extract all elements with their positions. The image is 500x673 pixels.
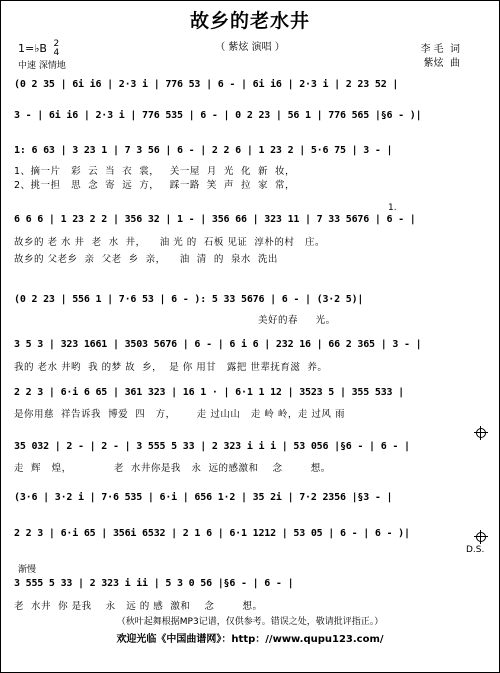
ds-mark: D.S. xyxy=(466,545,485,555)
lyric-line-final: 老 水井 你 是我 永 远 的 感 激和 念 想。 xyxy=(14,601,263,612)
transcription-note: （秋叶起舞根据MP3记谱，仅供参考。错误之处，敬请批评指正。） xyxy=(116,617,384,627)
lyric-verse-1a: 1、摘一片 彩 云 当 衣 裳， 关一屋 月 光 化 新 妆， xyxy=(14,166,296,177)
staff-line-8: 35 032 | 2 - | 2 - | 3 555 5 33 | 2 323 i i i | 53 056 |§6 - | 6 - | xyxy=(14,441,410,452)
staff-line-6: 3 5 3 | 323 1661 | 3503 5676 | 6 - | 6 i 6 | 232 16 | 66 2 365 | 3 - | xyxy=(14,339,422,350)
lyricist-credit: 李 毛 词 xyxy=(420,44,460,55)
lyric-line-7: 是你用慈 祥告诉我 博爱 四 方， 走 过山山 走 岭 岭，走 过风 雨 xyxy=(14,409,345,420)
tempo-slowing: 渐慢 xyxy=(18,565,37,575)
tempo-marking: 中速 深情地 xyxy=(18,61,66,71)
lyric-chorus-1: 故乡的 老 水 井 老 水 井， 油 光 的 石板 见证 淳朴的村 庄。 xyxy=(14,237,325,248)
coda-sign-icon xyxy=(476,428,486,438)
key-label: 1=♭B xyxy=(18,42,47,55)
coda-sign-icon-2 xyxy=(476,532,486,542)
lyric-verse-2a: 2、挑一担 思 念 寄 远 方， 踩一路 笑 声 拉 家 常， xyxy=(14,180,296,191)
lyric-ending: 美好的春 光。 xyxy=(258,315,336,326)
time-top: 2 xyxy=(53,39,60,49)
song-title: 故乡的老水井 xyxy=(189,10,310,32)
staff-line-9: (3·6 | 3·2 i | 7·6 535 | 6·i | 656 1·2 | 35 2i | 7·2 2356 |§3 - | xyxy=(14,492,393,503)
staff-line-4: 6 6 6 | 1 23 2 2 | 356 32 | 1 - | 356 66 | 323 11 | 7 33 5676 | 6 - | xyxy=(14,214,416,225)
lyric-line-6: 我的 老水 井哟 我 的梦 故 乡， 是 你 用甘 露把 世辈抚育滋 养。 xyxy=(14,362,328,373)
staff-line-7: 2 2 3 | 6·i 6 65 | 361 323 | 16 1 · | 6·1 1 12 | 3523 5 | 355 533 | xyxy=(14,387,404,398)
staff-line-10: 2 2 3 | 6·i 65 | 356i 6532 | 2 1 6 | 6·1 1212 | 53 05 | 6 - | 6 - )| xyxy=(14,528,410,539)
volta-mark: 1. xyxy=(388,203,397,213)
staff-line-11: 3 555 5 33 | 2 323 i ii | 5 3 0 56 |§6 - | 6 - | xyxy=(14,578,294,589)
composer-credit: 紫炫 曲 xyxy=(423,58,460,69)
time-bottom: 4 xyxy=(53,48,60,58)
lyric-chorus-2: 故乡的 父老乡 亲 父老 乡 亲， 油 清 的 泉水 洗出 xyxy=(14,254,278,265)
staff-line-3: 1: 6 63 | 3 23 1 | 7 3 56 | 6 - | 2 2 6 | 1 23 2 | 5·6 75 | 3 - | xyxy=(14,145,393,156)
lyric-line-8: 走 辉 煌， 老 水井你是我 永 远的感激和 念 想。 xyxy=(14,463,331,474)
site-footer: 欢迎光临《中国曲谱网》：http：//www.qupu123.com/ xyxy=(116,634,384,645)
staff-line-5: (0 2 23 | 556 1 | 7·6 53 | 6 - ): 5 33 5676 | 6 - | (3·2 5)| xyxy=(14,294,364,305)
staff-line-2: 3 - | 6i i6 | 2·3 i | 776 535 | 6 - | 0 2 23 | 56 1 | 776 565 |§6 - )| xyxy=(14,110,422,121)
time-signature xyxy=(53,40,59,58)
key-signature xyxy=(18,40,59,58)
staff-line-1: (0 2 35 | 6i i6 | 2·3 i | 776 53 | 6 - | 6i i6 | 2·3 i | 2 23 52 | xyxy=(14,79,399,90)
singer-credit: （ 紫炫 演唱 ） xyxy=(215,42,285,53)
